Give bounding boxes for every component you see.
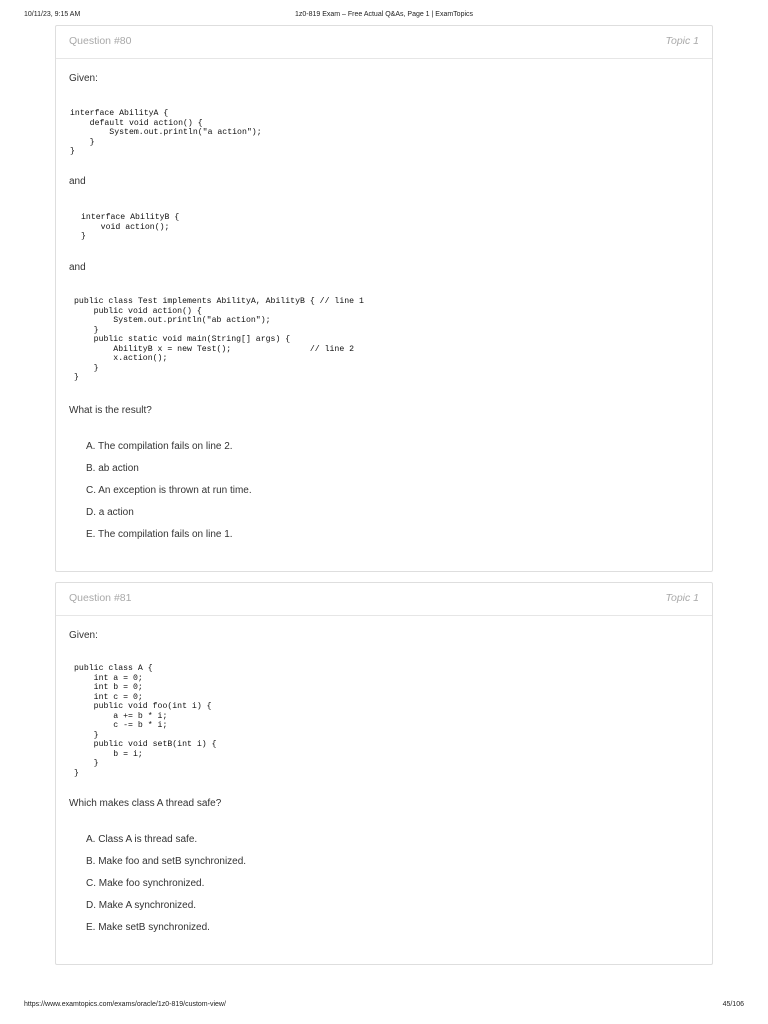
choice-e[interactable]: E. The compilation fails on line 1.	[86, 529, 233, 540]
question-text: Which makes class A thread safe?	[69, 798, 222, 809]
print-title: 1z0-819 Exam – Free Actual Q&As, Page 1 | ExamTopics	[294, 11, 474, 18]
question-topic: Topic 1	[665, 592, 699, 604]
question-text: What is the result?	[69, 405, 152, 416]
choice-a[interactable]: A. The compilation fails on line 2.	[86, 441, 233, 452]
and-label: and	[69, 176, 86, 187]
code-block-test-class: public class Test implements AbilityA, AbilityB { // line 1 public void action() { System.out.println("ab action"); } public static void main(String[] args) { AbilityB x = new Test(); // line 2 x.action(); } }	[74, 297, 364, 382]
print-date: 10/11/23, 9:15 AM	[24, 11, 81, 18]
choice-e[interactable]: E. Make setB synchronized.	[86, 922, 210, 933]
choice-a[interactable]: A. Class A is thread safe.	[86, 834, 198, 845]
page-url[interactable]: https://www.examtopics.com/exams/oracle/1z0-819/custom-view/	[24, 1001, 226, 1008]
code-block-ability-a: interface AbilityA { default void action() { System.out.println("a action"); } }	[70, 109, 262, 156]
question-number: Question #80	[69, 35, 132, 47]
choice-d[interactable]: D. Make A synchronized.	[86, 900, 197, 911]
question-card-80	[55, 25, 713, 572]
print-footer	[24, 1001, 744, 1011]
choice-c[interactable]: C. An exception is thrown at run time.	[86, 485, 252, 496]
choice-c[interactable]: C. Make foo synchronized.	[86, 878, 205, 889]
page-number: 45/106	[722, 1001, 744, 1008]
choice-d[interactable]: D. a action	[86, 507, 134, 518]
question-header	[56, 26, 712, 59]
question-topic: Topic 1	[665, 35, 699, 47]
and-label: and	[69, 262, 86, 273]
answer-choices	[86, 834, 246, 944]
choice-b[interactable]: B. Make foo and setB synchronized.	[86, 856, 247, 867]
choice-b[interactable]: B. ab action	[86, 463, 139, 474]
question-number: Question #81	[69, 592, 132, 604]
given-label: Given:	[69, 630, 98, 641]
question-header	[56, 583, 712, 616]
given-label: Given:	[69, 73, 98, 84]
code-block-class-a: public class A { int a = 0; int b = 0; int c = 0; public void foo(int i) { a += b * i; c -= b * i; } public void setB(int i) { b = i; } }	[74, 664, 217, 778]
print-header	[24, 11, 744, 21]
question-card-81	[55, 582, 713, 965]
answer-choices	[86, 441, 252, 551]
code-block-ability-b: interface AbilityB { void action(); }	[81, 213, 180, 241]
